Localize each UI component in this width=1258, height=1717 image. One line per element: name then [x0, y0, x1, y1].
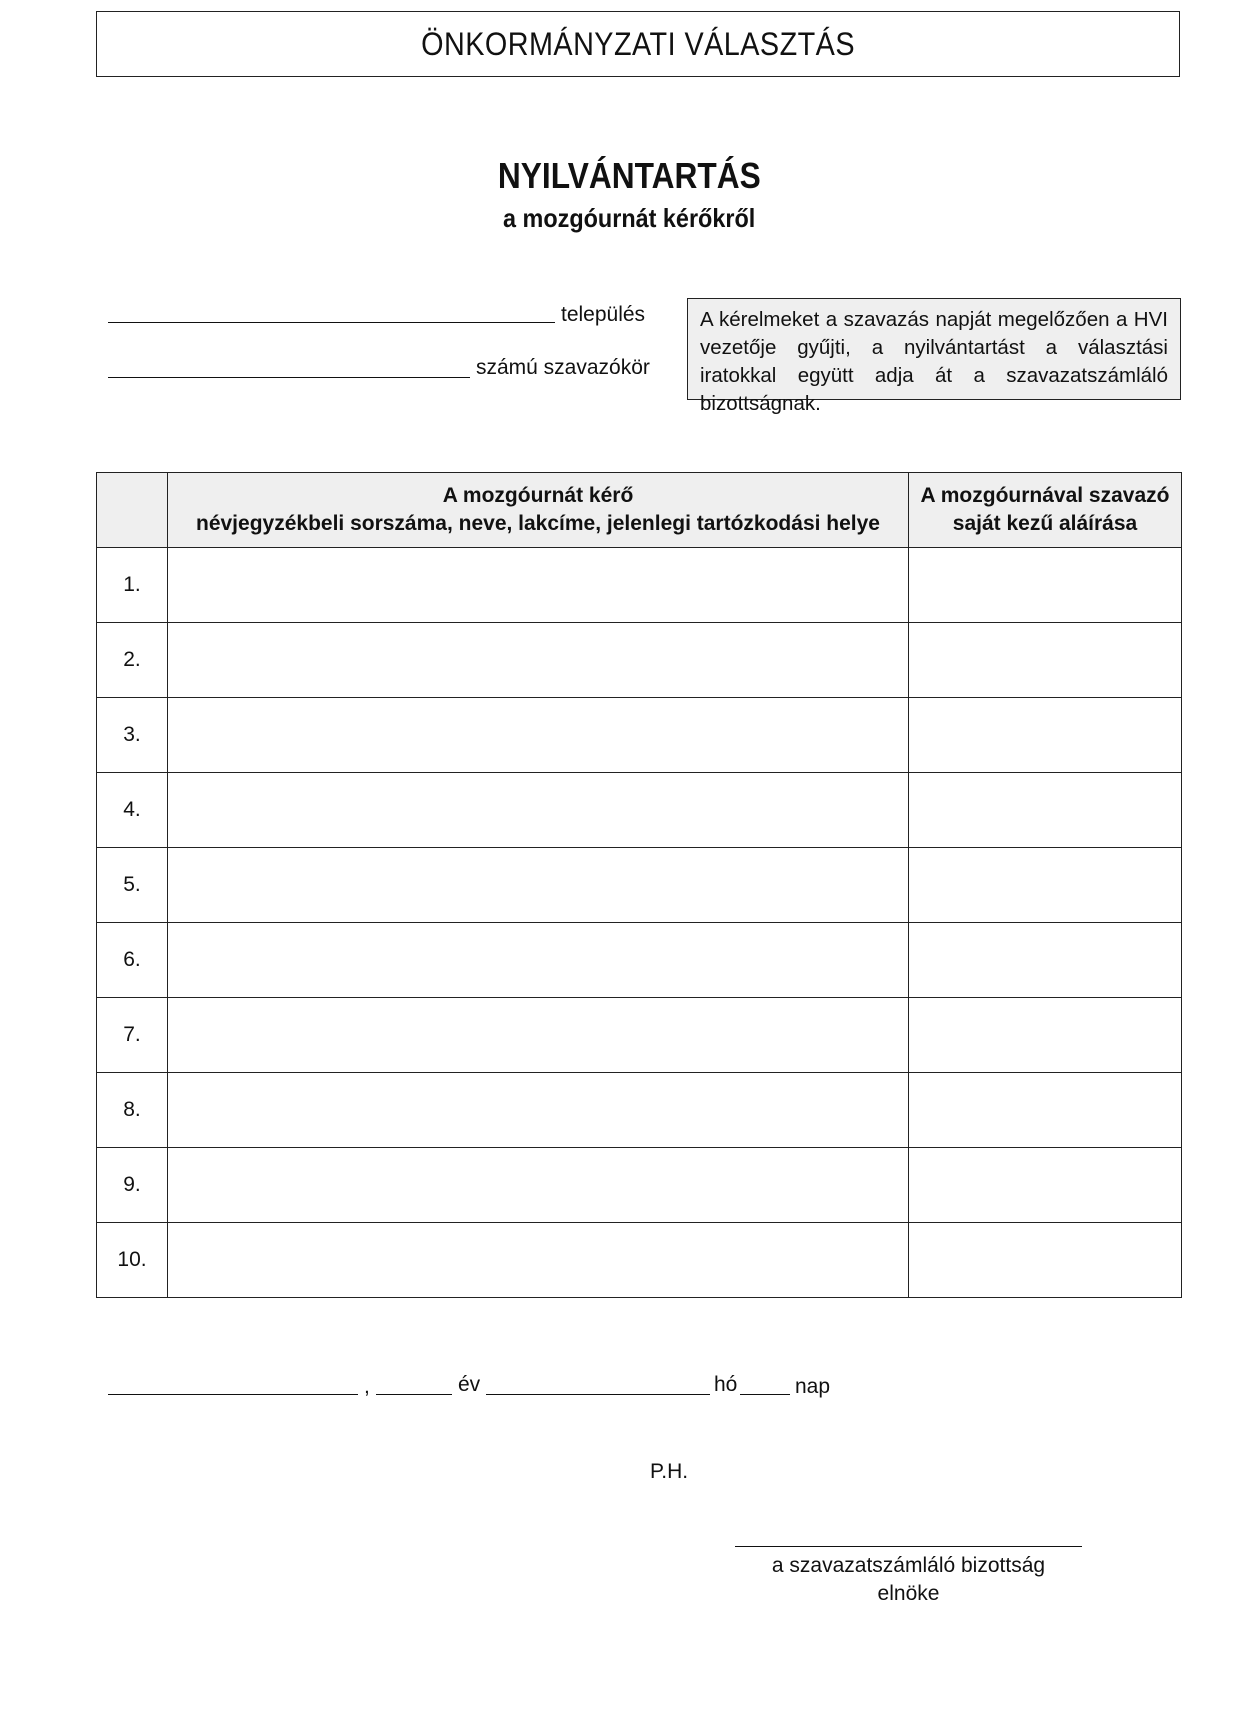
- settlement-label: település: [561, 303, 646, 326]
- row-number: 8.: [97, 1073, 168, 1148]
- requester-cell[interactable]: [168, 1073, 909, 1148]
- signature-cell[interactable]: [909, 998, 1182, 1073]
- row-number: 7.: [97, 998, 168, 1073]
- year-label: év: [458, 1373, 481, 1396]
- election-title-box: [96, 11, 1180, 77]
- row-number: 2.: [97, 623, 168, 698]
- requester-cell[interactable]: [168, 923, 909, 998]
- signature-caption: [735, 1552, 1082, 1608]
- year-input-line[interactable]: [376, 1394, 452, 1395]
- table-row: [97, 548, 1182, 623]
- header-signature-cell: A mozgóurnával szavazó saját kezű aláírása: [909, 473, 1182, 548]
- instruction-note: A kérelmeket a szavazás napját megelőzően a HVI vezetője gyűjti, a nyilvántartást a választási iratokkal együtt adja át a szavazatszámláló bizottságnak.: [687, 298, 1181, 400]
- requester-cell[interactable]: [168, 698, 909, 773]
- requester-cell[interactable]: [168, 1148, 909, 1223]
- requester-cell[interactable]: [168, 998, 909, 1073]
- signature-cell[interactable]: [909, 1073, 1182, 1148]
- row-number: 5.: [97, 848, 168, 923]
- district-input-line[interactable]: [108, 377, 470, 378]
- requester-cell[interactable]: [168, 848, 909, 923]
- signature-caption-line1: a szavazatszámláló bizottság: [771, 1554, 1046, 1577]
- signature-cell[interactable]: [909, 773, 1182, 848]
- signature-cell[interactable]: [909, 848, 1182, 923]
- row-number: 1.: [97, 548, 168, 623]
- table-row: [97, 1223, 1182, 1298]
- signature-cell[interactable]: [909, 1148, 1182, 1223]
- header-requester-cell: A mozgóurnát kérő névjegyzékbeli sorszáma, neve, lakcíme, jelenlegi tartózkodási helye: [168, 473, 909, 548]
- place-input-line[interactable]: [108, 1394, 358, 1395]
- table-row: [97, 1073, 1182, 1148]
- signature-cell[interactable]: [909, 698, 1182, 773]
- document-title: NYILVÁNTARTÁS: [497, 155, 761, 196]
- row-number: 10.: [97, 1223, 168, 1298]
- day-input-line[interactable]: [740, 1394, 790, 1395]
- signature-cell[interactable]: [909, 923, 1182, 998]
- district-label: számú szavazókör: [476, 356, 650, 379]
- document-subtitle: a mozgóurnát kérőkről: [502, 203, 756, 233]
- signature-caption-line2: elnöke: [877, 1582, 940, 1605]
- table-row: [97, 773, 1182, 848]
- requester-cell[interactable]: [168, 1223, 909, 1298]
- requester-cell[interactable]: [168, 773, 909, 848]
- signature-line[interactable]: [735, 1546, 1082, 1547]
- month-input-line[interactable]: [486, 1394, 710, 1395]
- row-number: 3.: [97, 698, 168, 773]
- table-header-row: [97, 473, 1182, 548]
- date-comma: ,: [364, 1375, 370, 1398]
- signature-cell[interactable]: [909, 548, 1182, 623]
- settlement-input-line[interactable]: [108, 322, 555, 323]
- signature-cell[interactable]: [909, 623, 1182, 698]
- requester-cell[interactable]: [168, 548, 909, 623]
- header-number-cell: [97, 473, 168, 548]
- table-row: [97, 623, 1182, 698]
- requester-cell[interactable]: [168, 623, 909, 698]
- row-number: 6.: [97, 923, 168, 998]
- row-number: 4.: [97, 773, 168, 848]
- table-row: [97, 998, 1182, 1073]
- table-row: [97, 848, 1182, 923]
- table-row: [97, 698, 1182, 773]
- day-label: nap: [795, 1375, 831, 1398]
- election-title: ÖNKORMÁNYZATI VÁLASZTÁS: [421, 25, 855, 62]
- signature-cell[interactable]: [909, 1223, 1182, 1298]
- month-label: hó: [714, 1373, 738, 1396]
- stamp-label: P.H.: [650, 1460, 689, 1483]
- requester-table: [96, 472, 1182, 1298]
- table-row: [97, 923, 1182, 998]
- table-row: [97, 1148, 1182, 1223]
- row-number: 9.: [97, 1148, 168, 1223]
